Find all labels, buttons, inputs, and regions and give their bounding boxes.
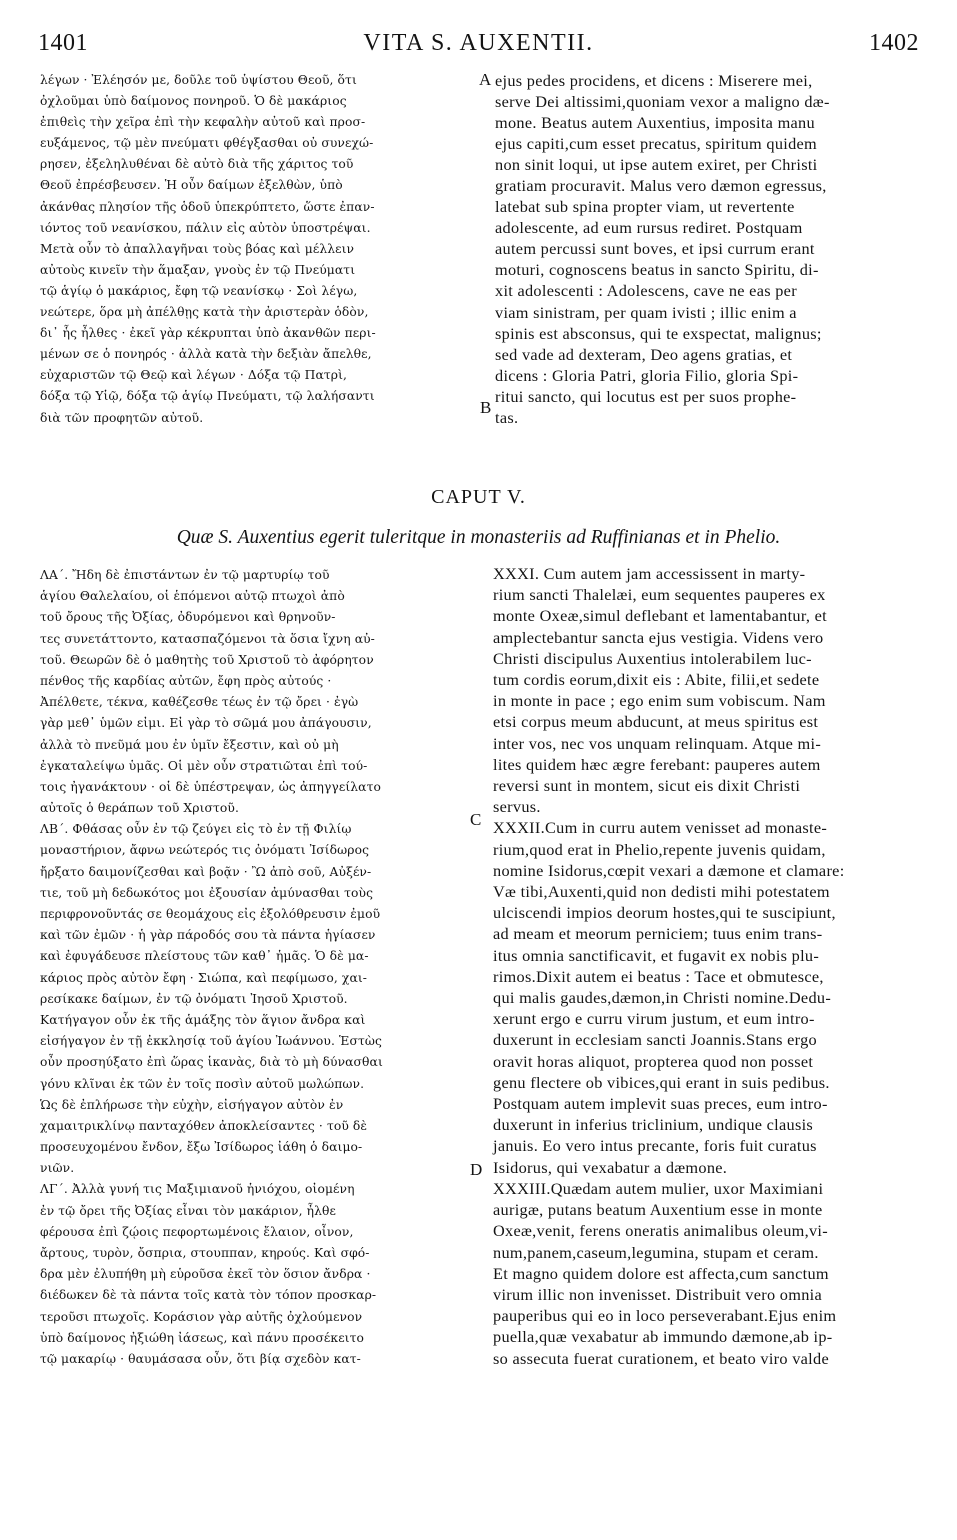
greek-line: δόξα τῷ Υἱῷ, δόξα τῷ ἁγίῳ Πνεύματι, τῷ λαλήσαντι — [40, 389, 375, 404]
latin-column-main — [493, 563, 921, 1369]
greek-line: Ἀπέλθετε, τέκνα, καθέζεσθε τέως ἐν τῷ ὄρει · ἐγὼ — [40, 695, 359, 710]
greek-line: τιε, τοῦ μὴ δεδωκότος μοι ἐξουσίαν ἀμύνασθαι τοὺς — [40, 885, 374, 900]
latin-line: serve Dei altissimi,quoniam vexor a maligno dæ- — [495, 92, 830, 112]
greek-line: αὐτοῖς ὁ θεράπων τοῦ Χριστοῦ. — [40, 801, 239, 816]
latin-line: genu flectere ob vibices,qui erant in suis pedibus. — [493, 1072, 830, 1092]
greek-line: καὶ ἐφυγάδευσε πλείστους τῶν καθ᾽ ἡμᾶς. Ὁ δὲ μα- — [40, 949, 369, 964]
margin-letter-d: D — [470, 1160, 483, 1179]
greek-line: ΛΒ΄. Φθάσας οὖν ἐν τῷ ζεύγει εἰς τὸ ἐν τῇ Φιλίῳ — [40, 822, 352, 837]
latin-line: pauperibus qui eo in loco perseverabant.Ejus enim — [493, 1306, 837, 1326]
latin-line: Postquam autem implevit suas preces, eum intro- — [493, 1094, 828, 1114]
latin-line: duxerunt in ecclesiam sancti Joannis.Stans ergo — [493, 1030, 817, 1050]
greek-line: νεώτερε, ὅρα μὴ ἀπέλθῃς κατὰ τὴν ἀριστερὰν ὁδὸν, — [40, 305, 369, 320]
latin-line: oravit horas aliquot, propterea quod non posset — [493, 1051, 814, 1071]
latin-line: rimos.Dixit autem ei beatus : Tace et obmutesce, — [493, 966, 824, 986]
latin-line: XXXI. Cum autem jam accessissent in marty- — [493, 564, 806, 583]
margin-letter-c: C — [470, 810, 482, 829]
latin-line: latebat sub spina propter viam, ut revertente — [495, 197, 795, 217]
latin-line: dicens : Gloria Patri, gloria Filio, gloria Spi- — [495, 365, 799, 385]
latin-line: rium sancti Thalelæi, eum sequentes pauperes ex — [493, 585, 826, 605]
greek-line: ἐπιθεὶς τὴν χεῖρα ἐπὶ τὴν κεφαλὴν αὐτοῦ καὶ προσ- — [40, 115, 366, 130]
latin-line: reversi sunt in montem, sicut eis dixit Christi — [493, 776, 801, 796]
latin-line: non sinit loqui, ut ipse autem exiret, per Christi — [495, 155, 818, 175]
greek-line: ἀλλὰ τὸ πνεῦμά μου ἐν ὑμῖν ἔξεστιν, καὶ οὐ μὴ — [40, 737, 339, 752]
latin-line: ejus pedes procidens, et dicens : Miserere mei, — [495, 71, 813, 90]
latin-line: etsi corpus meum abducunt, at meus spiritus est — [493, 712, 819, 732]
greek-line: ΛΑ΄. Ἤδη δὲ ἐπιστάντων ἐν τῷ μαρτυρίῳ τοῦ — [40, 568, 330, 582]
greek-line: ἄρτους, τυρὸν, ὄσπρια, στουππαν, κηρούς. Καὶ σφό- — [40, 1246, 370, 1260]
latin-line: virum illic non invenisset. Distribuit vero omnia — [493, 1284, 822, 1304]
greek-line: μένων σε ὁ πονηρός · ἀλλὰ κατὰ τὴν δεξιὰν ἄπελθε, — [40, 347, 372, 362]
greek-line: γόνυ κλῖναι ἐκ τῶν ἐν τοῖς ποσὶν αὐτοῦ μωλώπων. — [40, 1076, 365, 1091]
latin-line: ejus capiti,cum esset precatus, spiritum quidem — [495, 134, 818, 154]
latin-line: viam sinistram, per quam ivisti ; illic enim a — [495, 302, 797, 322]
greek-line: ρησεν, ἐξεληλυθέναι δὲ αὐτὸ διὰ τῆς χάριτος τοῦ — [40, 157, 354, 172]
latin-line: so assecuta fuerat curationem, et beato viro valde — [493, 1348, 829, 1368]
greek-line: καὶ τῶν ἐμῶν · ἡ γὰρ πάροδός σου τὰ πάντα ἡγίασεν — [40, 928, 376, 943]
latin-line: nomine Isidorus,cœpit vexari a dæmone et clamare: — [493, 860, 845, 880]
latin-line: servus. — [493, 797, 541, 817]
greek-line: ἤρξατο δαιμονίζεσθαι καὶ βοᾷν · Ὢ ἀπὸ σοῦ, Αὐξέν- — [40, 864, 372, 879]
greek-line: δρα μὲν ἐλυπήθη μὴ εὑροῦσα ἐκεῖ τὸν ὅσιον ἄνδρα · — [40, 1267, 371, 1282]
greek-line: αὐτοὺς κινεῖν τὴν ἅμαξαν, γνοὺς ἐν τῷ Πνεύματι — [40, 262, 356, 277]
latin-line: lites quidem hæc ægre ferebant: pauperes autem — [493, 754, 821, 774]
greek-line: μοναστήριον, ἄφνω νεώτερός τις ὀνόματι Ἰσίδωρος — [40, 843, 370, 858]
latin-line: num,panem,caseum,legumina, stupam et ceram. — [493, 1242, 819, 1262]
greek-line: τοῦ ὄρους τῆς Ὀξίας, ὀδυρόμενοι καὶ θρηνοῦν- — [40, 610, 336, 625]
greek-line: ρεσίκακε δαίμων, ἐν τῷ ὀνόματι Ἰησοῦ Χριστοῦ. — [40, 991, 348, 1006]
greek-line: Θεοῦ ἐπρέσβευσεν. Ἡ οὖν δαίμων ἐξελθὼν, ὑπὸ — [40, 178, 343, 193]
latin-line: Isidorus, qui vexabatur a dæmone. — [493, 1157, 728, 1177]
greek-line: ἁγίου Θαλελαίου, οἱ ἑπόμενοι αὐτῷ πτωχοὶ ἀπὸ — [40, 589, 345, 604]
page-header — [38, 30, 919, 60]
greek-line: κάριος πρὸς αὐτὸν ἔφη · Σιώπα, καὶ πεφίμωσο, χαι- — [40, 970, 368, 985]
chapter-subtitle: Quæ S. Auxentius egerit tuleritque in monasteriis ad Ruffinianas et in Phelio. — [176, 527, 781, 548]
latin-line: ad meam et meorum perniciem; tuus enim trans- — [493, 924, 823, 944]
latin-line: xerunt ergo e curru virum justum, et eum intro- — [493, 1009, 815, 1029]
latin-line: rium,quod erat in Phelio,repente juvenis quidam, — [493, 839, 826, 859]
latin-line: qui malis gaudes,dæmon,in Christi nomine.Dedu- — [493, 988, 832, 1008]
latin-line: itus omnia sanctificavit, et fugavit ex nobis plu- — [493, 945, 820, 965]
latin-line: tas. — [495, 407, 519, 427]
right-page-number: 1402 — [869, 30, 919, 56]
margin-letter-a: A — [479, 70, 492, 89]
greek-line: ὑπὸ δαίμονος ἠξιώθη ἰάσεως, καὶ πάνυ προσέκειτο — [40, 1330, 364, 1345]
margin-letter-b: B — [480, 398, 492, 417]
greek-line: τῷ ἁγίῳ ὁ μακάριος, ἔφη τῷ νεανίσκῳ · Σοὶ λέγω, — [40, 283, 358, 298]
greek-line: ΛΓ΄. Ἀλλὰ γυνή τις Μαξιμιανοῦ ἡνιόχου, οἰομένη — [40, 1182, 355, 1197]
latin-line: xit adolescenti : Adolescens, cave ne eas per — [495, 281, 797, 301]
greek-line: διέδωκεν δὲ τὰ πάντα τοῖς κατὰ τὸν τόπον προσκαρ- — [40, 1288, 377, 1303]
latin-line: in monte in pace ; ego enim sum vobiscum. Nam — [493, 691, 826, 711]
latin-line: ulciscendi impios deorum hostes,qui te suscipiunt, — [493, 903, 836, 923]
greek-line: ευξάμενος, τῷ μὲν πνεύματι φθέγξασθαι οὐ συνεχώ- — [40, 136, 374, 151]
chapter-title: CAPUT V. — [431, 486, 526, 508]
greek-line: ιόντος τοῦ νεανίσκου, πάλιν εἰς αὐτὸν ὑποστρέψαι. — [40, 220, 371, 235]
latin-line: XXXIII.Quædam autem mulier, uxor Maximiani — [493, 1178, 824, 1198]
latin-line: amplectebantur sancta ejus vestigia. Videns vero — [493, 627, 824, 647]
latin-line: Oxeæ,venit, ferens oneratis animalibus oleum,vi- — [493, 1221, 828, 1241]
greek-line: ἐγκαταλείψω ὑμᾶς. Οἱ μὲν οὖν στρατιῶται ἐπὶ τού- — [40, 758, 368, 773]
left-page-number: 1401 — [38, 30, 88, 56]
greek-line: τες συνετάττοντο, κατασπαζόμενοι τὰ ὅσια ἴχνη αὐ- — [40, 631, 375, 646]
latin-line: Et magno quidem dolore est affecta,cum sanctum — [493, 1263, 829, 1283]
greek-line: προσευχομένου ἔνδον, ἔξω Ἰσίδωρος ἰάθη ὁ δαιμο- — [40, 1140, 363, 1155]
greek-line: Μετὰ οὖν τὸ ἀπαλλαγῆναι τοὺς βόας καὶ μέλλειν — [40, 241, 355, 256]
greek-line: ὀχλοῦμαι ὑπὸ δαίμονος πονηροῦ. Ὁ δὲ μακάριος — [40, 94, 347, 109]
latin-line: monte Oxeæ,simul deflebant et lamentabantur, et — [493, 606, 828, 626]
latin-line: puella,quæ vexabatur ab immundo dæmone,ab ip- — [493, 1327, 833, 1347]
greek-line: ἐν τῷ ὄρει τῆς Ὀξίας εἶναι τὸν μακάριον, ἦλθε — [40, 1203, 336, 1218]
greek-line: τῷ μακαρίῳ · θαυμάσασα οὖν, ὅτι βίᾳ σχεδὸν κατ- — [40, 1351, 361, 1366]
latin-column-top — [495, 70, 923, 428]
latin-line: inter vos, nec vos unquam relinquam. Atque mi- — [493, 733, 822, 753]
latin-line: autem percussi sunt boves, et ipsi currum erant — [495, 239, 815, 259]
greek-line: οὖν προσηύξατο ἐπὶ ὥρας ἱκανὰς, διὰ τὸ μὴ δύνασθαι — [40, 1055, 383, 1070]
greek-line: χαμαιτρικλίνῳ πανταχόθεν ἀποκλείσαντες · τοῦ δὲ — [40, 1118, 368, 1133]
greek-column-top — [40, 70, 480, 429]
running-title: VITA S. AUXENTII. — [363, 30, 594, 56]
greek-line: δι᾽ ἧς ἦλθες · ἐκεῖ γὰρ κέκρυπται ὑπὸ ἀκανθῶν περι- — [40, 326, 376, 341]
latin-line: adolescente, ad eum rursus rediret. Postquam — [495, 218, 803, 238]
latin-line: ritui sancto, qui locutus est per suos prophe- — [495, 386, 797, 406]
latin-line: aurigæ, putans beatum Auxentium esse in monte — [493, 1200, 823, 1220]
latin-line: spinis est absconsus, qui te exspectat, malignus; — [495, 323, 822, 343]
latin-line: XXXII.Cum in curru autem venisset ad monaste- — [493, 818, 828, 838]
latin-line: gratiam procuravit. Malus vero dæmon egressus, — [495, 176, 827, 196]
greek-line: νιῶν. — [40, 1161, 75, 1176]
latin-line: duxerunt in inferius triclinium, undique clausis — [493, 1115, 814, 1135]
greek-line: περιφρονοῦντάς σε θεομάχους εἰς ἐξολόθρευσιν ἐμοῦ — [40, 907, 381, 921]
greek-line: πένθος τῆς καρδίας αὐτῶν, ἔφη πρὸς αὐτούς · — [40, 673, 332, 688]
greek-line: φέρουσα ἐπὶ ζῴοις πεφορτωμένοις ἔλαιον, οἶνον, — [40, 1224, 354, 1239]
greek-line: Κατήγαγον οὖν ἐκ τῆς ἁμάξης τὸν ἅγιον ἄνδρα καὶ — [40, 1012, 366, 1027]
greek-line: Ὡς δὲ ἐπλήρωσε τὴν εὐχὴν, εἰσήγαγον αὐτὸν ἐν — [40, 1097, 344, 1112]
latin-line: mone. Beatus autem Auxentius, imposita manu — [495, 113, 815, 133]
greek-line: ἀκάνθας πλησίον τῆς ὁδοῦ ὑπεκρύπτετο, ὥστε ἐπαν- — [40, 199, 375, 214]
latin-line: moturi, cognoscens beatus in sancto Spiritu, di- — [495, 260, 819, 280]
greek-line: τοῦ. Θεωρῶν δὲ ὁ μαθητὴς τοῦ Χριστοῦ τὸ ἀφόρητον — [40, 652, 374, 667]
greek-line: λέγων · Ἐλέησόν με, δοῦλε τοῦ ὑψίστου Θεοῦ, ὅτι — [40, 73, 357, 87]
greek-line: εἰσήγαγον ἐν τῇ ἐκκλησίᾳ τοῦ ἁγίου Ἰωάννου. Ἑστὼς — [40, 1034, 382, 1049]
greek-line: τεροῦσι πτωχοῖς. Κοράσιον γὰρ αὐτῆς ὀχλούμενον — [40, 1309, 363, 1324]
greek-line: γὰρ μεθ᾽ ὑμῶν εἰμι. Εἰ γὰρ τὸ σῶμά μου ἀπάγουσιν, — [40, 716, 372, 731]
latin-line: sed vade ad dexteram, Deo agens gratias, et — [495, 344, 793, 364]
latin-line: Væ tibi,Auxenti,quid non dedisti mihi potestatem — [493, 882, 830, 902]
greek-line: εὐχαριστῶν τῷ Θεῷ καὶ λέγων · Δόξα τῷ Πατρὶ, — [40, 368, 348, 383]
greek-column-main — [40, 565, 483, 1370]
latin-line: Christi discipulus Auxentius intolerabilem luc- — [493, 648, 812, 668]
greek-line: διὰ τῶν προφητῶν αὐτοῦ. — [40, 410, 204, 425]
latin-line: januis. Eo vero intus precante, foris fuit curatus — [493, 1136, 817, 1156]
latin-line: tum cordis eorum,dixit eis : Abite, filii,et sedete — [493, 670, 820, 690]
greek-line: τοις ἠγανάκτουν · οἱ δὲ ὑπέστρεψαν, ὡς ἀπηγγείλατο — [40, 779, 381, 794]
